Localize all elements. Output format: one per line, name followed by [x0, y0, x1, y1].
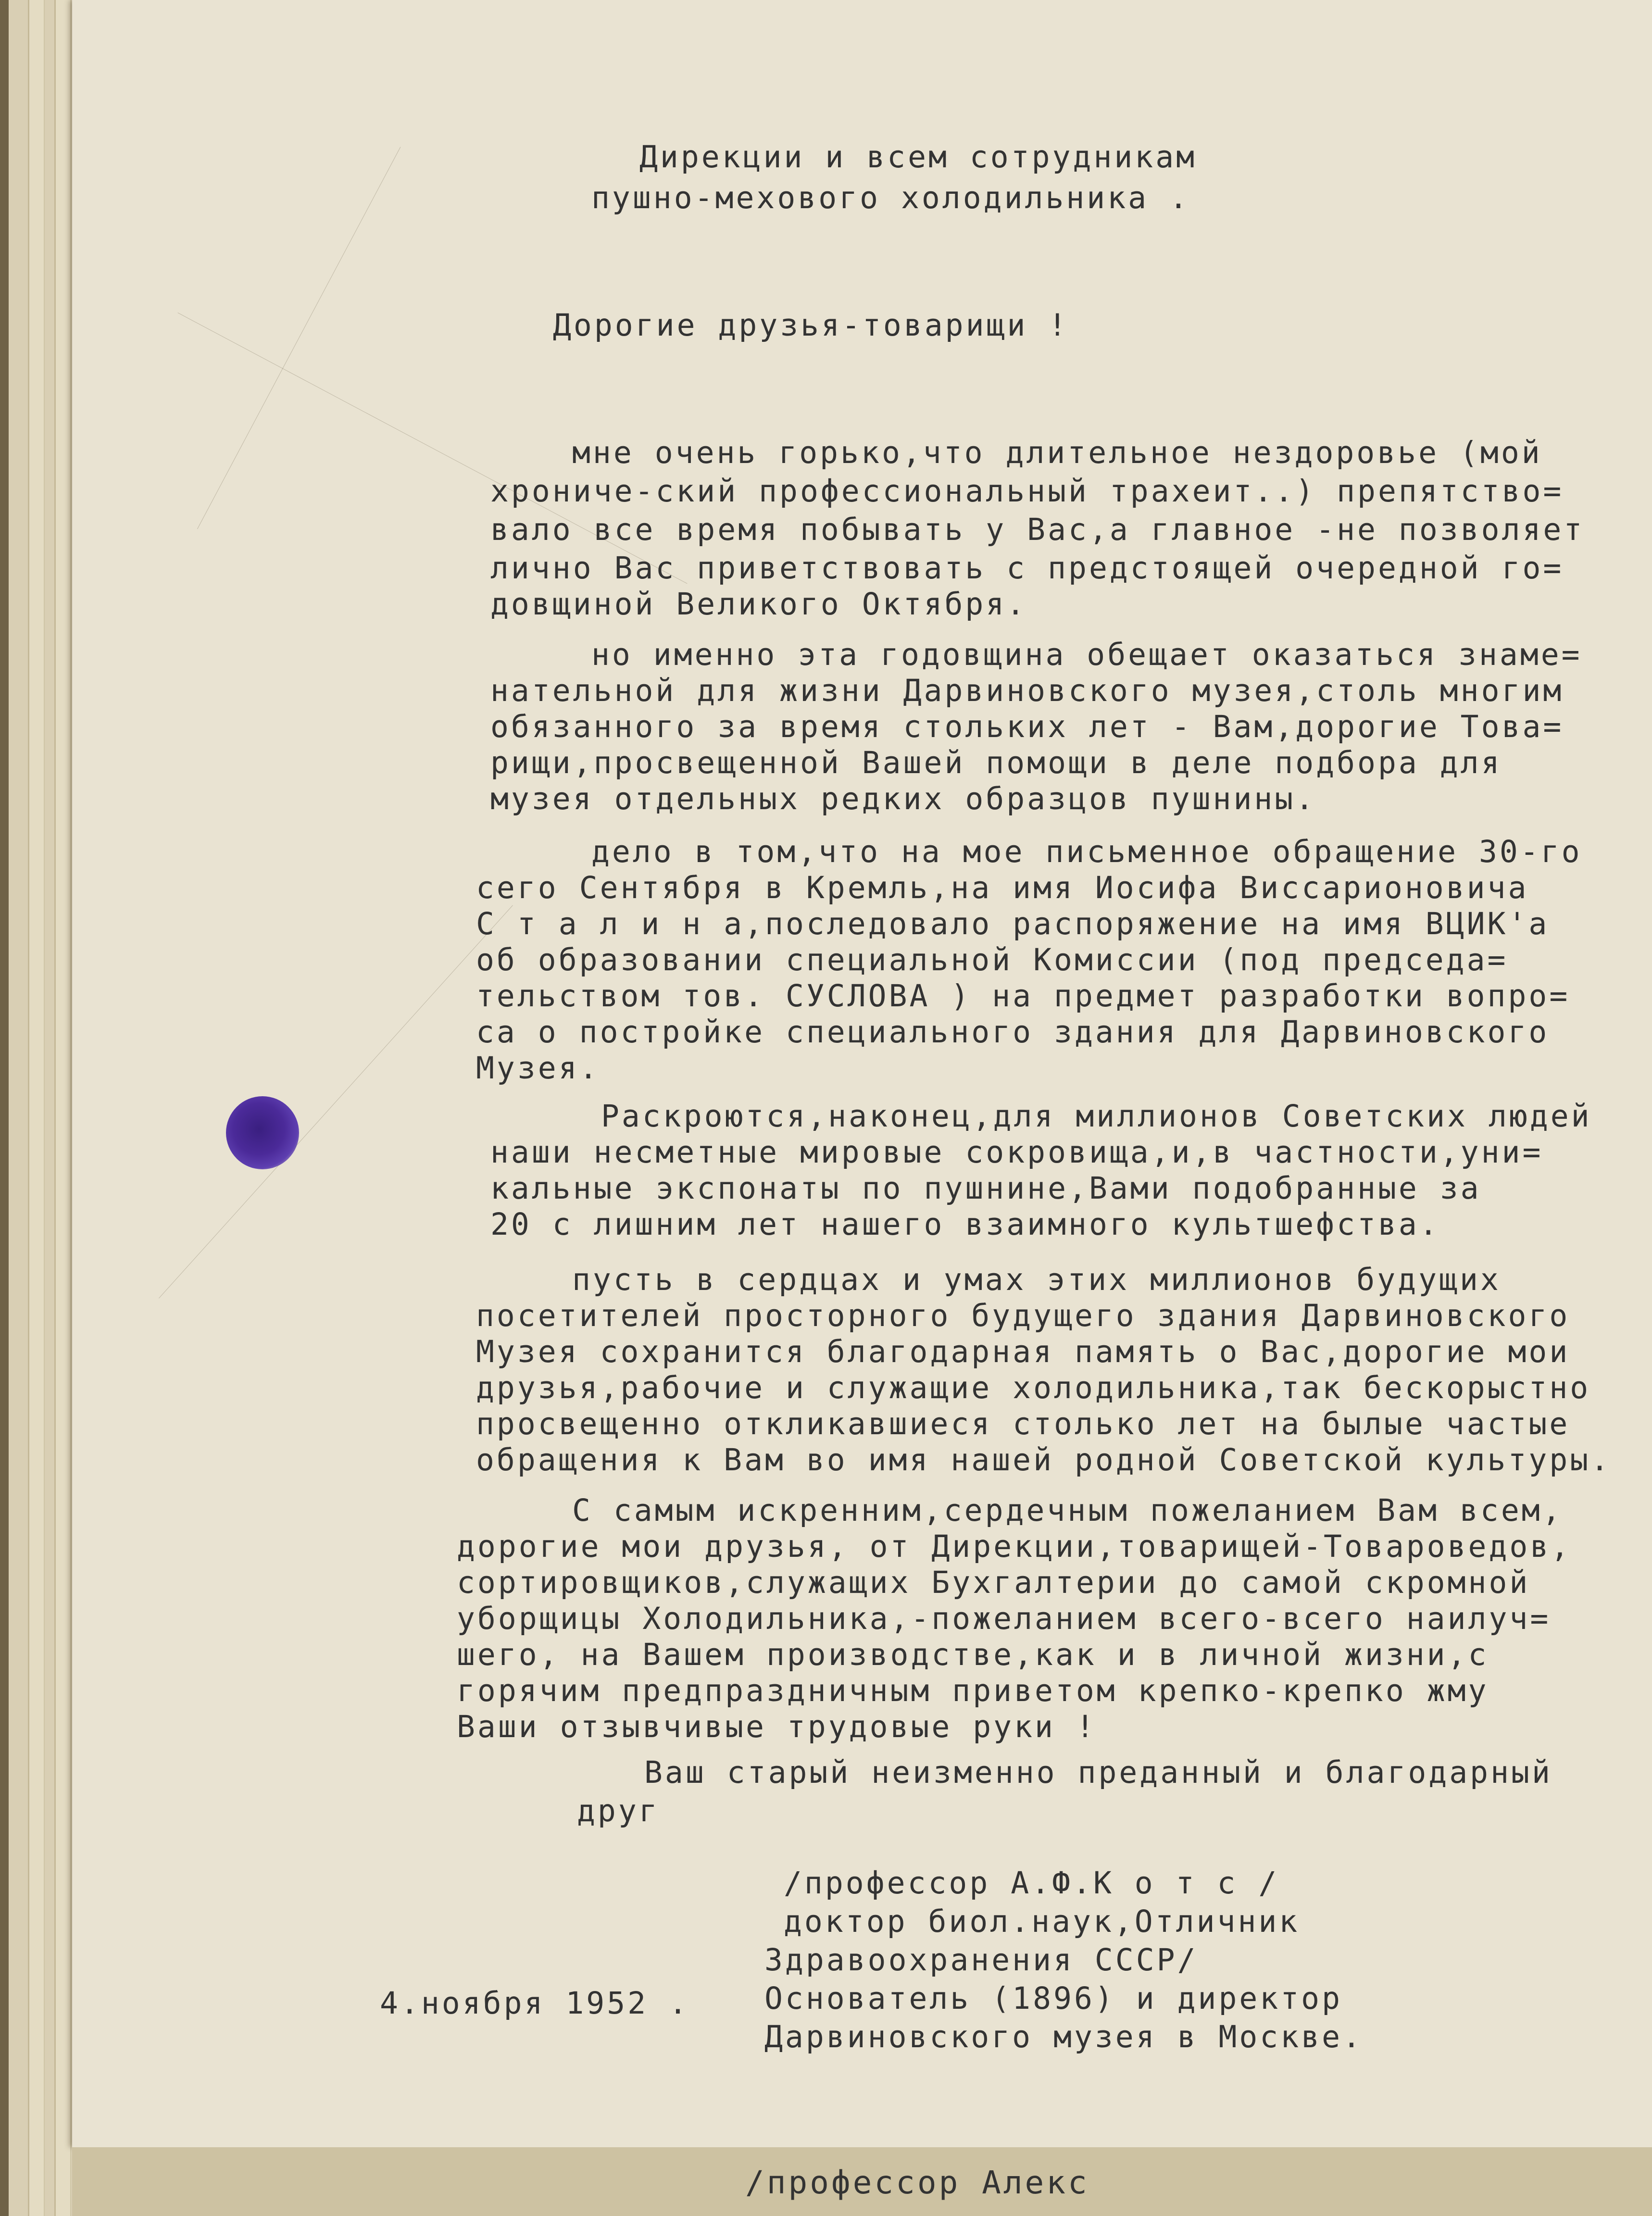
text-line: мне очень горько,что длительное нездоровье (мой: [572, 435, 1542, 470]
text-line: обращения к Вам во имя нашей родной Советской культуры.: [476, 1442, 1612, 1477]
text-line: лично Вас приветствовать с предстоящей очередной го=: [490, 551, 1564, 586]
text-line: наши несметные мировые сокровища,и,в частности,уни=: [490, 1135, 1543, 1170]
text-line: Раскроются,наконец,для миллионов Советских людей: [601, 1099, 1592, 1134]
text-line: тельством тов. СУСЛОВА ) на предмет разработки вопро=: [476, 978, 1570, 1014]
closing-line: Ваш старый неизменно преданный и благодарный: [644, 1755, 1552, 1790]
address-line: Дирекции и всем сотрудникам: [639, 139, 1197, 175]
text-line: дело в том,что на мое письменное обращение 30-го: [591, 834, 1582, 869]
signature-line: Дарвиновского музея в Москве.: [764, 2019, 1363, 2054]
text-line: 20 с лишним лет нашего взаимного культшефства.: [490, 1207, 1440, 1242]
text-line: сортировщиков,служащих Бухгалтерии до самой скромной: [457, 1565, 1530, 1600]
ink-stain: [226, 1096, 299, 1169]
letter-date: 4.ноября 1952 .: [380, 1986, 689, 2021]
paper-crease: [159, 905, 513, 1299]
signature-line: Основатель (1896) и директор: [764, 1981, 1343, 2016]
text-line: об образовании специальной Комиссии (под председа=: [476, 942, 1508, 977]
text-line: сего Сентября в Кремль,на имя Иосифа Виссарионовича: [476, 870, 1529, 905]
address-line: пушно-мехового холодильника .: [591, 180, 1190, 215]
text-line: дорогие мои друзья, от Дирекции,товарищей-Товароведов,: [457, 1529, 1572, 1564]
signature-line: доктор биол.наук,Отличник: [784, 1904, 1300, 1939]
paper-crease: [197, 147, 400, 529]
text-line: но именно эта годовщина обещает оказаться знаме=: [591, 637, 1582, 672]
text-line: Музея сохранится благодарная память о Вас,дорогие мои: [476, 1334, 1570, 1369]
text-line: уборщицы Холодильника,-пожеланием всего-всего наилуч=: [457, 1601, 1551, 1636]
text-line: друзья,рабочие и служащие холодильника,так бескорыстно: [476, 1370, 1591, 1405]
text-line: пусть в сердцах и умах этих миллионов будущих: [572, 1262, 1501, 1297]
signature-line: Здравоохранения СССР/: [764, 1942, 1198, 1978]
text-line: са о постройке специального здания для Дарвиновского: [476, 1014, 1550, 1050]
text-line: хрониче-ский профессиональный трахеит..) препятство=: [490, 474, 1564, 509]
sheet-edge: [54, 0, 71, 2216]
letter-page: [72, 0, 1652, 2147]
underlying-sheet-text: /профессор Алекс: [745, 2164, 1089, 2201]
salutation: Дорогие друзья-товарищи !: [553, 308, 1069, 343]
signature-name: /профессор А.Ф.К о т с /: [784, 1865, 1279, 1901]
text-line: просвещенно откликавшиеся столько лет на былые частые: [476, 1406, 1570, 1441]
text-line: посетителей просторного будущего здания Дарвиновского: [476, 1298, 1570, 1333]
sheet-edge: [28, 0, 45, 2216]
text-line: обязанного за время стольких лет - Вам,дорогие Това=: [490, 709, 1564, 744]
text-line: музея отдельных редких образцов пушнины.: [490, 781, 1316, 816]
text-line: шего, на Вашем производстве,как и в личной жизни,с: [457, 1637, 1489, 1672]
underlying-sheet-strip: [72, 2147, 1652, 2216]
text-line: горячим предпраздничным приветом крепко-крепко жму: [457, 1673, 1489, 1708]
text-line: Ваши отзывчивые трудовые руки !: [457, 1709, 1097, 1744]
text-line: довщиной Великого Октября.: [490, 587, 1027, 622]
closing-line: друг: [577, 1793, 660, 1828]
text-line: кальные экспонаты по пушнине,Вами подобранные за: [490, 1171, 1481, 1206]
text-line: С т а л и н а,последовало распоряжение на имя ВЦИК'а: [476, 906, 1550, 941]
text-line: нательной для жизни Дарвиновского музея,столь многим: [490, 673, 1564, 708]
text-line: вало все время побывать у Вас,а главное -не позволяет: [490, 512, 1585, 547]
text-line: Музея.: [476, 1051, 600, 1086]
text-line: С самым искренним,сердечным пожеланием Вам всем,: [572, 1493, 1563, 1528]
text-line: рищи,просвещенной Вашей помощи в деле подбора для: [490, 745, 1502, 780]
